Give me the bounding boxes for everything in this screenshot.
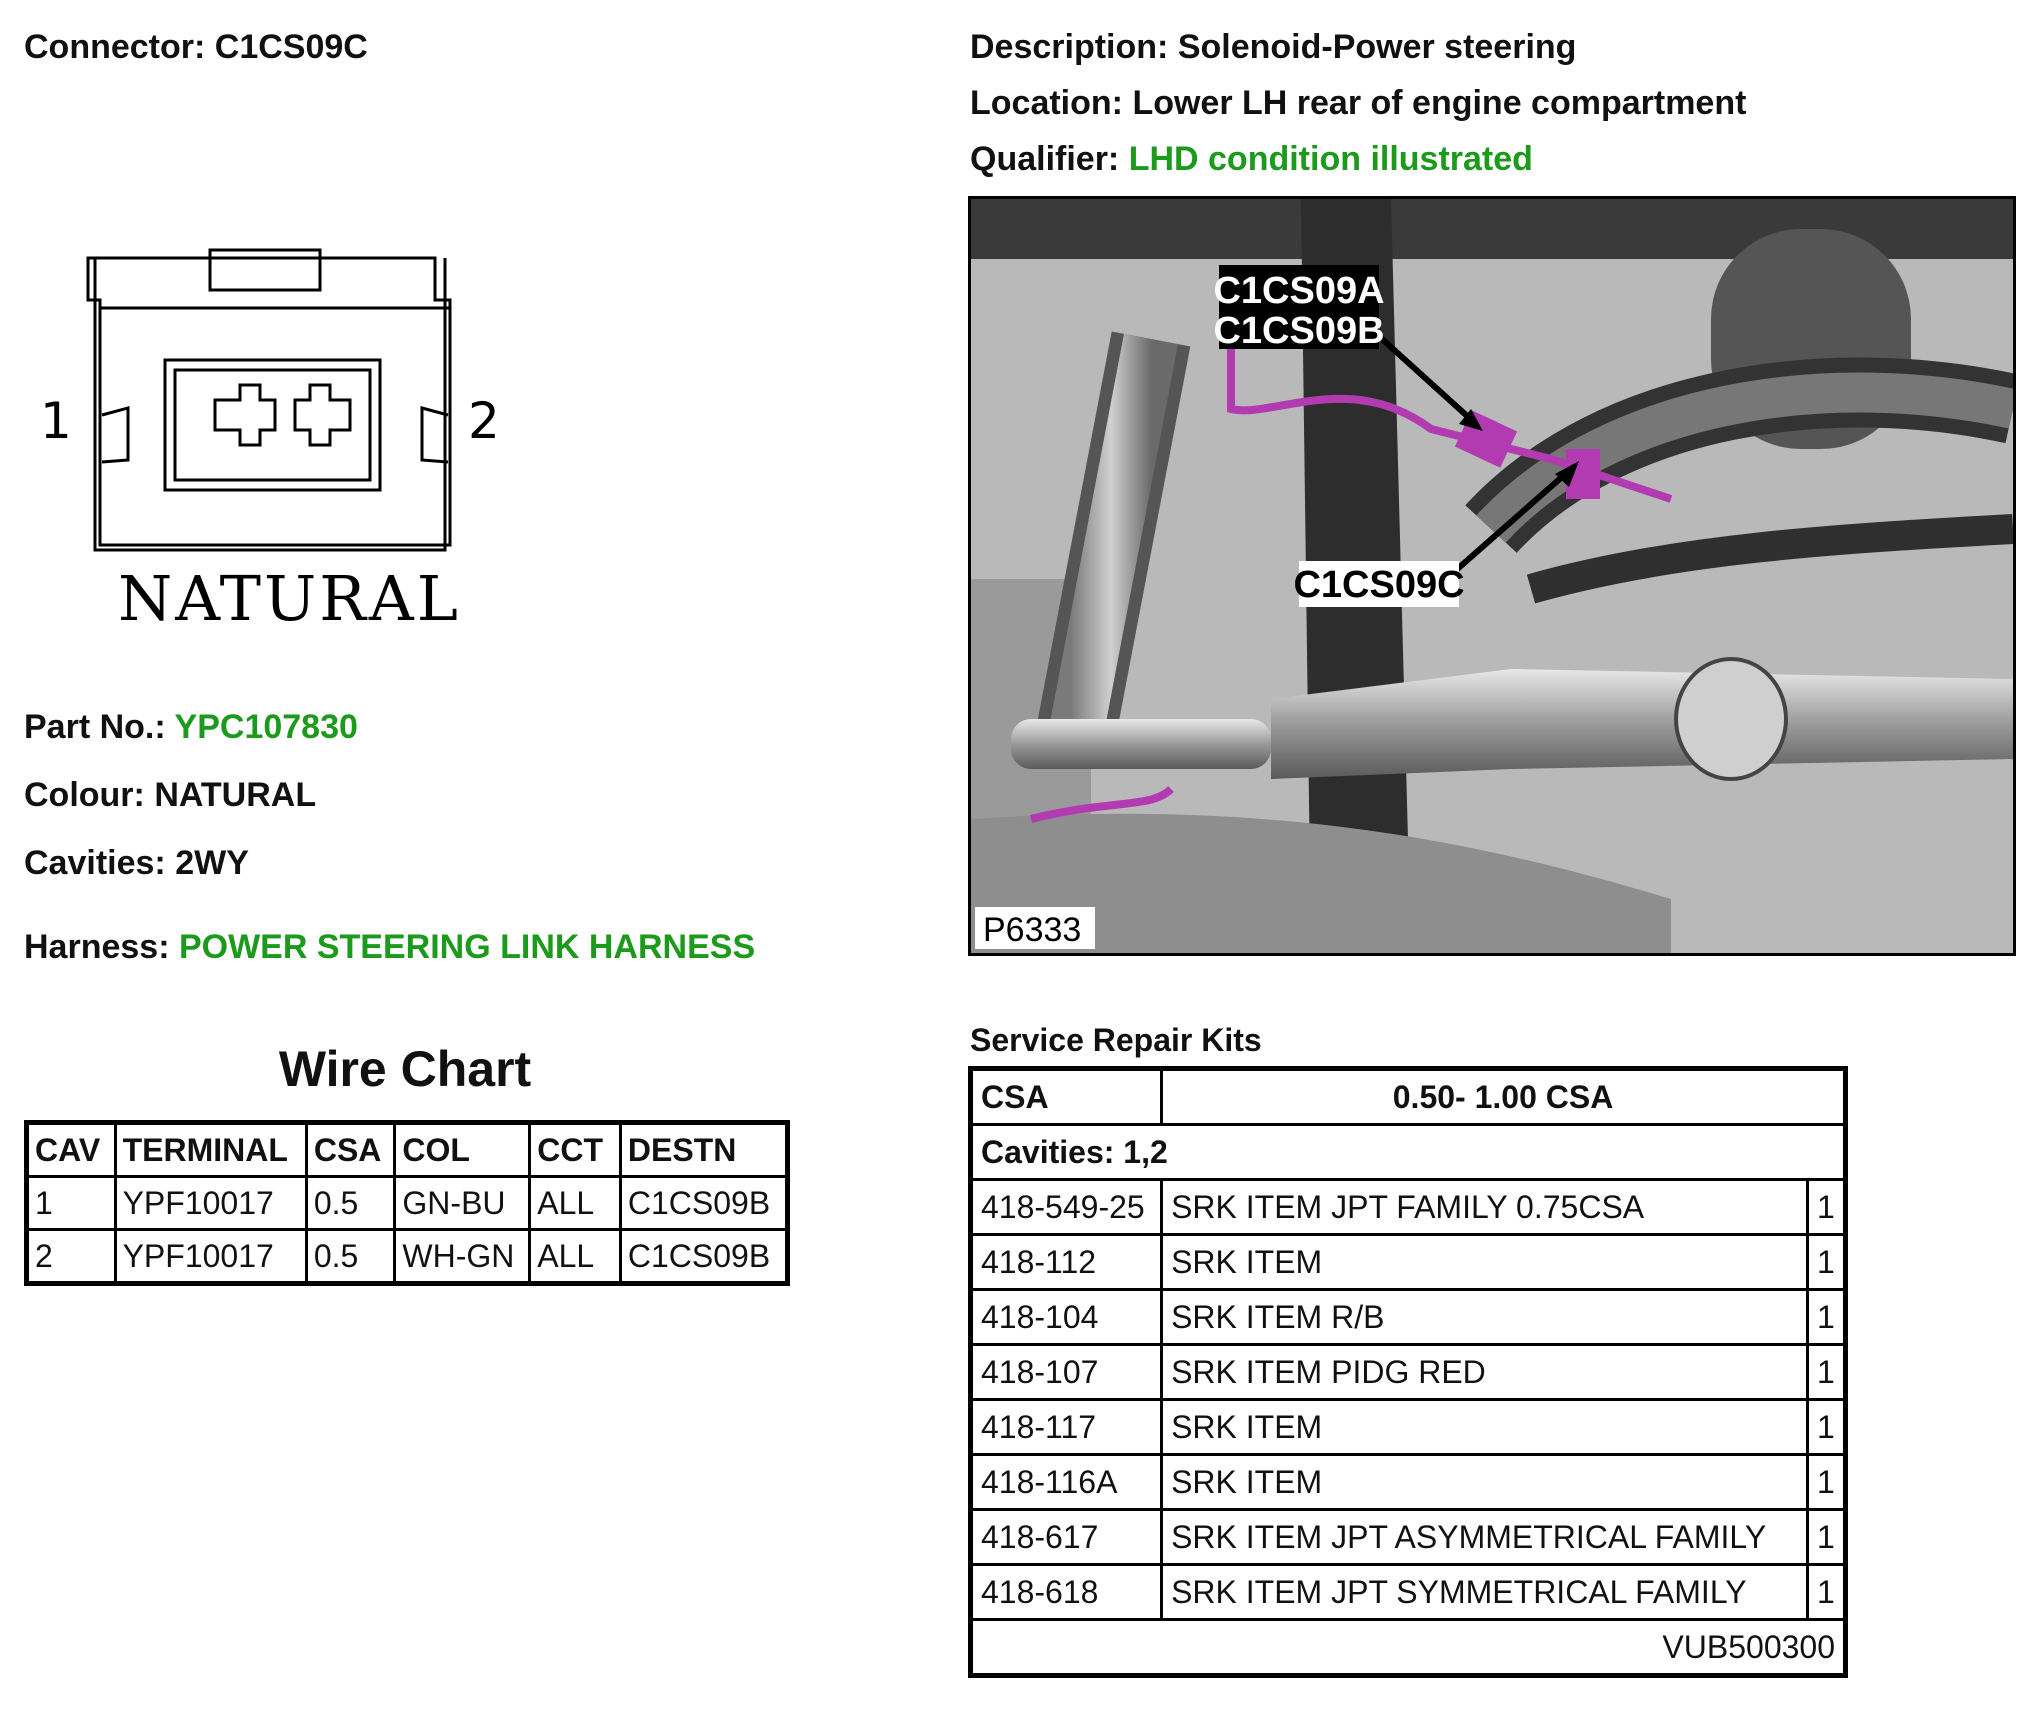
srk-qty: 1 — [1807, 1290, 1845, 1345]
service-kits-title: Service Repair Kits — [970, 1022, 1262, 1058]
table-row — [971, 1455, 1846, 1510]
wire-chart-header-row — [27, 1123, 788, 1177]
qualifier-label: Qualifier: — [970, 140, 1120, 178]
srk-cavities: Cavities: 1,2 — [971, 1125, 1846, 1180]
table-row — [971, 1400, 1846, 1455]
engine-compartment-illustration — [971, 199, 2013, 953]
callout-c1cs09c: C1CS09C — [1293, 564, 1465, 606]
colour-line — [24, 776, 316, 815]
srk-desc: SRK ITEM JPT ASYMMETRICAL FAMILY — [1162, 1510, 1808, 1565]
srk-code: 418-112 — [971, 1235, 1162, 1290]
cell-cav: 2 — [27, 1230, 116, 1284]
pin-1-label: 1 — [40, 392, 72, 450]
srk-desc: SRK ITEM — [1162, 1235, 1808, 1290]
location-label: Location: — [970, 84, 1123, 122]
harness-label: Harness: — [24, 928, 170, 966]
col-header-terminal: TERMINAL — [115, 1123, 306, 1177]
colour-value: NATURAL — [154, 776, 317, 814]
srk-code: 418-116A — [971, 1455, 1162, 1510]
col-header-cav: CAV — [27, 1123, 116, 1177]
cell-cct: ALL — [530, 1177, 621, 1230]
cell-csa: 0.5 — [306, 1177, 395, 1230]
cell-col: WH-GN — [395, 1230, 530, 1284]
table-row — [971, 1180, 1846, 1235]
qualifier-line — [970, 140, 1533, 179]
harness-line — [24, 928, 755, 967]
location-value: Lower LH rear of engine compartment — [1132, 84, 1747, 122]
srk-qty: 1 — [1807, 1400, 1845, 1455]
srk-code: 418-117 — [971, 1400, 1162, 1455]
col-header-destn: DESTN — [620, 1123, 787, 1177]
col-header-cct: CCT — [530, 1123, 621, 1177]
srk-csa-label: CSA — [971, 1069, 1162, 1125]
cell-col: GN-BU — [395, 1177, 530, 1230]
description-value: Solenoid-Power steering — [1177, 28, 1577, 66]
srk-footer-code: VUB500300 — [971, 1620, 1846, 1676]
table-row — [971, 1290, 1846, 1345]
srk-code: 418-618 — [971, 1565, 1162, 1620]
wire-chart-title: Wire Chart — [278, 1041, 532, 1097]
srk-code: 418-104 — [971, 1290, 1162, 1345]
callout-c1cs09a: C1CS09A — [1213, 270, 1385, 312]
callout-c1cs09b: C1CS09B — [1213, 310, 1385, 352]
col-header-col: COL — [395, 1123, 530, 1177]
table-row — [971, 1510, 1846, 1565]
table-row — [27, 1230, 788, 1284]
description-line — [970, 28, 1576, 67]
figure-id: P6333 — [983, 911, 1082, 949]
srk-csa-row — [971, 1069, 1846, 1125]
srk-desc: SRK ITEM JPT FAMILY 0.75CSA — [1162, 1180, 1808, 1235]
srk-qty: 1 — [1807, 1345, 1845, 1400]
srk-csa-value: 0.50- 1.00 CSA — [1162, 1069, 1846, 1125]
part-no-line — [24, 708, 358, 747]
srk-desc: SRK ITEM JPT SYMMETRICAL FAMILY — [1162, 1565, 1808, 1620]
connector-label: Connector: — [24, 28, 206, 66]
srk-desc: SRK ITEM R/B — [1162, 1290, 1808, 1345]
table-row — [971, 1345, 1846, 1400]
cavities-value: 2WY — [175, 844, 249, 882]
connector-face-diagram — [40, 240, 520, 640]
cell-terminal: YPF10017 — [115, 1177, 306, 1230]
connector-colour-text: NATURAL — [118, 562, 461, 635]
srk-qty: 1 — [1807, 1565, 1845, 1620]
srk-desc: SRK ITEM PIDG RED — [1162, 1345, 1808, 1400]
srk-qty: 1 — [1807, 1510, 1845, 1565]
srk-code: 418-107 — [971, 1345, 1162, 1400]
srk-qty: 1 — [1807, 1455, 1845, 1510]
srk-footer-row — [971, 1620, 1846, 1676]
srk-qty: 1 — [1807, 1180, 1845, 1235]
service-kits-table — [968, 1066, 1848, 1678]
colour-label: Colour: — [24, 776, 145, 814]
cavities-line — [24, 844, 249, 883]
connector-line — [24, 28, 368, 67]
srk-cavities-row — [971, 1125, 1846, 1180]
pin-2-label: 2 — [468, 392, 500, 450]
table-row — [27, 1177, 788, 1230]
table-row — [971, 1565, 1846, 1620]
connector-value: C1CS09C — [214, 28, 368, 66]
wire-chart-table — [24, 1120, 790, 1286]
srk-qty: 1 — [1807, 1235, 1845, 1290]
cell-terminal: YPF10017 — [115, 1230, 306, 1284]
cell-cct: ALL — [530, 1230, 621, 1284]
srk-desc: SRK ITEM — [1162, 1400, 1808, 1455]
srk-desc: SRK ITEM — [1162, 1455, 1808, 1510]
table-row — [971, 1235, 1846, 1290]
qualifier-value: LHD condition illustrated — [1128, 140, 1533, 178]
cell-destn: C1CS09B — [620, 1177, 787, 1230]
harness-value: POWER STEERING LINK HARNESS — [178, 928, 756, 966]
part-no-label: Part No.: — [24, 708, 166, 746]
col-header-csa: CSA — [306, 1123, 395, 1177]
part-no-value: YPC107830 — [174, 708, 358, 746]
description-label: Description: — [970, 28, 1169, 66]
cavities-label: Cavities: — [24, 844, 166, 882]
location-photo — [968, 196, 2016, 956]
cell-destn: C1CS09B — [620, 1230, 787, 1284]
srk-code: 418-549-25 — [971, 1180, 1162, 1235]
srk-code: 418-617 — [971, 1510, 1162, 1565]
location-line — [970, 84, 1746, 123]
cell-cav: 1 — [27, 1177, 116, 1230]
cell-csa: 0.5 — [306, 1230, 395, 1284]
